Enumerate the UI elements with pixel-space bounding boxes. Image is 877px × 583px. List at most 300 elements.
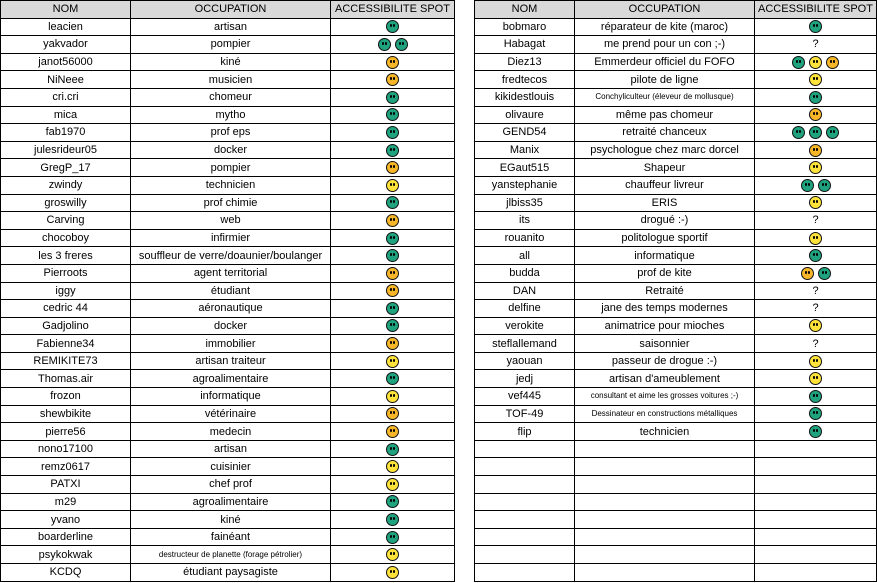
green-smiley-icon	[809, 407, 822, 420]
cell-occupation: mytho	[131, 106, 331, 124]
cell-nom: Habagat	[475, 36, 575, 54]
table-row	[1, 388, 455, 406]
cell-accessibility	[755, 511, 877, 529]
cell-accessibility	[755, 317, 877, 335]
table-row	[475, 282, 877, 300]
table-row	[1, 476, 455, 494]
cell-nom: steflallemand	[475, 335, 575, 353]
cell-nom	[475, 564, 575, 582]
green-smiley-icon	[809, 126, 822, 139]
cell-occupation: musicien	[131, 71, 331, 89]
table-row	[475, 247, 877, 265]
cell-nom: remz0617	[1, 458, 131, 476]
table-row	[1, 511, 455, 529]
table-row	[1, 546, 455, 564]
cell-accessibility	[755, 388, 877, 406]
cell-occupation: prof de kite	[575, 264, 755, 282]
right-table	[474, 0, 877, 582]
cell-nom: cedric 44	[1, 300, 131, 318]
cell-nom: nono17100	[1, 440, 131, 458]
cell-occupation: infirmier	[131, 229, 331, 247]
cell-accessibility	[755, 141, 877, 159]
cell-occupation: pilote de ligne	[575, 71, 755, 89]
green-smiley-icon	[818, 267, 831, 280]
cell-nom: Carving	[1, 212, 131, 230]
table-row	[1, 229, 455, 247]
cell-accessibility	[331, 317, 455, 335]
cell-occupation	[575, 528, 755, 546]
unknown-marker: ?	[812, 214, 819, 227]
cell-nom: iggy	[1, 282, 131, 300]
cell-nom: GEND54	[475, 124, 575, 142]
table-row	[475, 476, 877, 494]
cell-nom: EGaut515	[475, 159, 575, 177]
cell-accessibility	[755, 229, 877, 247]
cell-accessibility	[755, 53, 877, 71]
cell-accessibility	[331, 388, 455, 406]
cell-nom: all	[475, 247, 575, 265]
table-row	[1, 282, 455, 300]
table-row	[475, 159, 877, 177]
cell-nom	[475, 458, 575, 476]
table-row	[475, 106, 877, 124]
table-row	[1, 335, 455, 353]
cell-nom: yanstephanie	[475, 176, 575, 194]
cell-nom: its	[475, 212, 575, 230]
table-row	[1, 352, 455, 370]
table-row	[475, 388, 877, 406]
table-row	[475, 88, 877, 106]
yellow-smiley-icon	[386, 355, 399, 368]
cell-accessibility	[755, 564, 877, 582]
cell-nom: delfine	[475, 300, 575, 318]
cell-accessibility	[331, 300, 455, 318]
cell-accessibility	[331, 564, 455, 582]
cell-occupation: destructeur de planette (forage pétrolier)	[131, 546, 331, 564]
table-row	[475, 564, 877, 582]
cell-occupation: retraité chanceux	[575, 124, 755, 142]
cell-nom: zwindy	[1, 176, 131, 194]
yellow-smiley-icon	[809, 56, 822, 69]
cell-nom: kikidestlouis	[475, 88, 575, 106]
cell-occupation: politologue sportif	[575, 229, 755, 247]
cell-nom	[475, 476, 575, 494]
cell-occupation: consultant et aime les grosses voitures ;-)	[575, 388, 755, 406]
table-row	[1, 493, 455, 511]
green-smiley-icon	[809, 91, 822, 104]
cell-accessibility	[331, 264, 455, 282]
cell-nom: julesrideur05	[1, 141, 131, 159]
cell-occupation: drogué :-)	[575, 212, 755, 230]
cell-nom	[475, 511, 575, 529]
cell-accessibility	[331, 18, 455, 36]
yellow-smiley-icon	[809, 319, 822, 332]
cell-accessibility	[755, 458, 877, 476]
table-row	[475, 36, 877, 54]
cell-accessibility	[755, 159, 877, 177]
yellow-smiley-icon	[809, 73, 822, 86]
table-row	[475, 440, 877, 458]
angry-smiley-icon	[386, 56, 399, 69]
cell-nom: NiNeee	[1, 71, 131, 89]
cell-nom: vef445	[475, 388, 575, 406]
table-row	[475, 194, 877, 212]
cell-nom: jlbiss35	[475, 194, 575, 212]
cell-occupation: me prend pour un con ;-)	[575, 36, 755, 54]
yellow-smiley-icon	[809, 372, 822, 385]
angry-smiley-icon	[386, 284, 399, 297]
cell-nom: flip	[475, 423, 575, 441]
green-smiley-icon	[386, 531, 399, 544]
table-row	[1, 405, 455, 423]
cell-occupation: jane des temps modernes	[575, 300, 755, 318]
table-row	[1, 159, 455, 177]
cell-nom: DAN	[475, 282, 575, 300]
table-row	[475, 335, 877, 353]
green-smiley-icon	[386, 372, 399, 385]
table-row	[475, 528, 877, 546]
cell-accessibility	[755, 247, 877, 265]
cell-nom: yvano	[1, 511, 131, 529]
green-smiley-icon	[386, 319, 399, 332]
header-accessibility: ACCESSIBILITE SPOT	[331, 1, 455, 19]
table-row	[1, 53, 455, 71]
cell-accessibility	[755, 264, 877, 282]
table-row	[475, 352, 877, 370]
cell-occupation	[575, 564, 755, 582]
cell-accessibility	[331, 335, 455, 353]
header-row	[475, 1, 877, 19]
cell-occupation	[575, 458, 755, 476]
cell-nom: rouanito	[475, 229, 575, 247]
cell-accessibility	[755, 176, 877, 194]
green-smiley-icon	[386, 513, 399, 526]
yellow-smiley-icon	[386, 460, 399, 473]
cell-occupation: web	[131, 212, 331, 230]
table-row	[1, 212, 455, 230]
cell-occupation: chomeur	[131, 88, 331, 106]
cell-occupation: Shapeur	[575, 159, 755, 177]
angry-smiley-icon	[386, 161, 399, 174]
green-smiley-icon	[386, 495, 399, 508]
cell-nom: leacien	[1, 18, 131, 36]
cell-accessibility	[755, 282, 877, 300]
angry-smiley-icon	[386, 214, 399, 227]
green-smiley-icon	[809, 20, 822, 33]
cell-occupation: informatique	[131, 388, 331, 406]
cell-accessibility	[331, 71, 455, 89]
table-row	[1, 370, 455, 388]
cell-accessibility	[331, 212, 455, 230]
cell-nom	[475, 440, 575, 458]
cell-nom: les 3 freres	[1, 247, 131, 265]
green-smiley-icon	[395, 38, 408, 51]
angry-smiley-icon	[386, 73, 399, 86]
cell-accessibility	[331, 458, 455, 476]
cell-nom: fab1970	[1, 124, 131, 142]
yellow-smiley-icon	[386, 566, 399, 579]
cell-accessibility	[331, 88, 455, 106]
angry-smiley-icon	[809, 108, 822, 121]
table-row	[475, 300, 877, 318]
table-row	[1, 317, 455, 335]
table-row	[1, 194, 455, 212]
cell-occupation: informatique	[575, 247, 755, 265]
green-smiley-icon	[386, 144, 399, 157]
cell-nom: Gadjolino	[1, 317, 131, 335]
cell-occupation	[575, 476, 755, 494]
cell-occupation: Dessinateur en constructions métalliques	[575, 405, 755, 423]
table-row	[475, 493, 877, 511]
cell-nom: REMIKITE73	[1, 352, 131, 370]
cell-occupation: agent territorial	[131, 264, 331, 282]
cell-occupation: artisan	[131, 18, 331, 36]
cell-accessibility	[331, 247, 455, 265]
yellow-smiley-icon	[386, 179, 399, 192]
cell-occupation	[575, 493, 755, 511]
table-row	[475, 458, 877, 476]
cell-accessibility	[331, 370, 455, 388]
green-smiley-icon	[809, 390, 822, 403]
cell-occupation: artisan	[131, 440, 331, 458]
unknown-marker: ?	[812, 284, 819, 297]
cell-accessibility	[755, 476, 877, 494]
angry-smiley-icon	[386, 267, 399, 280]
green-smiley-icon	[386, 232, 399, 245]
table-row	[475, 546, 877, 564]
cell-nom	[475, 528, 575, 546]
green-smiley-icon	[792, 126, 805, 139]
table-row	[475, 317, 877, 335]
cell-occupation: prof chimie	[131, 194, 331, 212]
cell-accessibility	[331, 528, 455, 546]
green-smiley-icon	[386, 126, 399, 139]
cell-accessibility	[331, 106, 455, 124]
cell-occupation: docker	[131, 317, 331, 335]
green-smiley-icon	[809, 425, 822, 438]
cell-accessibility	[755, 440, 877, 458]
green-smiley-icon	[792, 56, 805, 69]
cell-accessibility	[331, 176, 455, 194]
unknown-marker: ?	[812, 337, 819, 350]
cell-accessibility	[755, 423, 877, 441]
cell-accessibility	[331, 476, 455, 494]
cell-accessibility	[755, 106, 877, 124]
cell-occupation: même pas chomeur	[575, 106, 755, 124]
cell-accessibility	[755, 335, 877, 353]
cell-nom: psykokwak	[1, 546, 131, 564]
table-row	[1, 36, 455, 54]
cell-accessibility	[331, 440, 455, 458]
cell-accessibility	[331, 141, 455, 159]
cell-occupation: passeur de drogue :-)	[575, 352, 755, 370]
table-row	[1, 18, 455, 36]
cell-accessibility	[331, 493, 455, 511]
cell-occupation: pompier	[131, 159, 331, 177]
table-row	[1, 71, 455, 89]
table-row	[1, 423, 455, 441]
cell-nom: frozon	[1, 388, 131, 406]
table-row	[475, 124, 877, 142]
cell-nom: groswilly	[1, 194, 131, 212]
yellow-smiley-icon	[386, 390, 399, 403]
table-row	[1, 564, 455, 582]
left-table-body	[1, 18, 455, 581]
cell-accessibility	[331, 229, 455, 247]
header-accessibility: ACCESSIBILITE SPOT	[755, 1, 877, 19]
cell-nom: mica	[1, 106, 131, 124]
angry-smiley-icon	[809, 144, 822, 157]
cell-nom: bobmaro	[475, 18, 575, 36]
table-row	[1, 124, 455, 142]
header-row	[1, 1, 455, 19]
cell-nom: Pierroots	[1, 264, 131, 282]
yellow-smiley-icon	[809, 355, 822, 368]
cell-occupation: psychologue chez marc dorcel	[575, 141, 755, 159]
cell-nom: cri.cri	[1, 88, 131, 106]
cell-nom: Thomas.air	[1, 370, 131, 388]
yellow-smiley-icon	[809, 232, 822, 245]
table-row	[475, 370, 877, 388]
cell-accessibility	[755, 212, 877, 230]
yellow-smiley-icon	[809, 196, 822, 209]
angry-smiley-icon	[826, 56, 839, 69]
cell-nom: TOF-49	[475, 405, 575, 423]
cell-accessibility	[755, 352, 877, 370]
cell-accessibility	[331, 36, 455, 54]
cell-accessibility	[331, 53, 455, 71]
cell-occupation: kiné	[131, 511, 331, 529]
cell-nom: janot56000	[1, 53, 131, 71]
cell-nom: verokite	[475, 317, 575, 335]
cell-accessibility	[331, 423, 455, 441]
cell-nom: Diez13	[475, 53, 575, 71]
cell-occupation: étudiant	[131, 282, 331, 300]
cell-occupation: saisonnier	[575, 335, 755, 353]
cell-accessibility	[755, 124, 877, 142]
cell-nom: pierre56	[1, 423, 131, 441]
table-row	[1, 106, 455, 124]
header-occupation: OCCUPATION	[575, 1, 755, 19]
cell-nom: GregP_17	[1, 159, 131, 177]
cell-occupation: souffleur de verre/doaunier/boulanger	[131, 247, 331, 265]
green-smiley-icon	[826, 126, 839, 139]
cell-nom: Fabienne34	[1, 335, 131, 353]
table-row	[1, 528, 455, 546]
cell-accessibility	[331, 352, 455, 370]
cell-occupation: étudiant paysagiste	[131, 564, 331, 582]
cell-accessibility	[755, 71, 877, 89]
cell-occupation: kiné	[131, 53, 331, 71]
cell-nom: chocoboy	[1, 229, 131, 247]
cell-occupation: technicien	[131, 176, 331, 194]
cell-occupation: fainéant	[131, 528, 331, 546]
header-nom: NOM	[475, 1, 575, 19]
cell-occupation: medecin	[131, 423, 331, 441]
green-smiley-icon	[378, 38, 391, 51]
table-row	[1, 141, 455, 159]
cell-occupation: Emmerdeur officiel du FOFO	[575, 53, 755, 71]
cell-nom: m29	[1, 493, 131, 511]
cell-occupation	[575, 440, 755, 458]
cell-occupation: agroalimentaire	[131, 493, 331, 511]
cell-nom: Manix	[475, 141, 575, 159]
cell-nom: boarderline	[1, 528, 131, 546]
green-smiley-icon	[386, 20, 399, 33]
cell-occupation: réparateur de kite (maroc)	[575, 18, 755, 36]
yellow-smiley-icon	[386, 478, 399, 491]
header-nom: NOM	[1, 1, 131, 19]
header-occupation: OCCUPATION	[131, 1, 331, 19]
cell-accessibility	[755, 528, 877, 546]
angry-smiley-icon	[801, 267, 814, 280]
unknown-marker: ?	[812, 302, 819, 315]
green-smiley-icon	[386, 91, 399, 104]
cell-occupation: chauffeur livreur	[575, 176, 755, 194]
table-row	[475, 405, 877, 423]
table-row	[475, 229, 877, 247]
cell-accessibility	[331, 124, 455, 142]
cell-occupation: Retraité	[575, 282, 755, 300]
green-smiley-icon	[386, 302, 399, 315]
cell-occupation	[575, 546, 755, 564]
angry-smiley-icon	[386, 337, 399, 350]
table-row	[1, 176, 455, 194]
cell-occupation: technicien	[575, 423, 755, 441]
cell-nom: yakvador	[1, 36, 131, 54]
table-row	[475, 176, 877, 194]
cell-nom: KCDQ	[1, 564, 131, 582]
yellow-smiley-icon	[809, 161, 822, 174]
table-row	[475, 141, 877, 159]
table-row	[475, 423, 877, 441]
unknown-marker: ?	[812, 38, 819, 51]
table-row	[475, 53, 877, 71]
cell-accessibility	[755, 88, 877, 106]
cell-occupation	[575, 511, 755, 529]
cell-accessibility	[755, 194, 877, 212]
cell-occupation: prof eps	[131, 124, 331, 142]
cell-nom	[475, 546, 575, 564]
green-smiley-icon	[386, 108, 399, 121]
cell-accessibility	[755, 405, 877, 423]
cell-nom: PATXI	[1, 476, 131, 494]
angry-smiley-icon	[386, 425, 399, 438]
table-row	[1, 440, 455, 458]
table-row	[1, 458, 455, 476]
cell-accessibility	[755, 36, 877, 54]
cell-nom: shewbikite	[1, 405, 131, 423]
table-row	[1, 300, 455, 318]
cell-accessibility	[331, 194, 455, 212]
cell-accessibility	[331, 546, 455, 564]
cell-occupation: chef prof	[131, 476, 331, 494]
cell-occupation: artisan d'ameublement	[575, 370, 755, 388]
table-row	[475, 264, 877, 282]
cell-accessibility	[755, 18, 877, 36]
green-smiley-icon	[386, 196, 399, 209]
table-row	[1, 264, 455, 282]
cell-accessibility	[331, 405, 455, 423]
cell-occupation: docker	[131, 141, 331, 159]
green-smiley-icon	[818, 179, 831, 192]
cell-occupation: vétérinaire	[131, 405, 331, 423]
green-smiley-icon	[801, 179, 814, 192]
cell-nom: yaouan	[475, 352, 575, 370]
cell-occupation: cuisinier	[131, 458, 331, 476]
cell-nom: budda	[475, 264, 575, 282]
cell-accessibility	[755, 493, 877, 511]
